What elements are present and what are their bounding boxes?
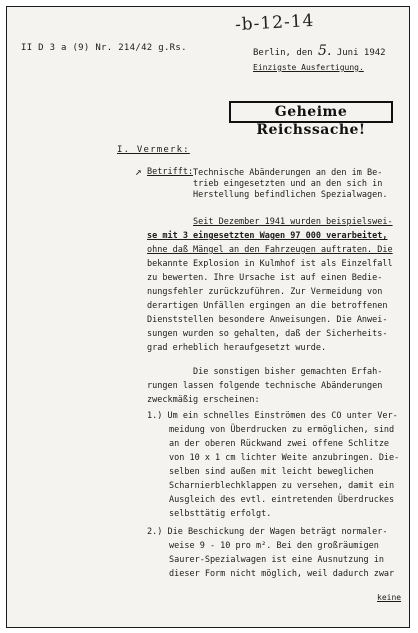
betrifft-line: Herstellung befindlichen Spezialwagen. [193,190,388,200]
margin-arrow-icon: ↗ [135,165,142,178]
point1-line: meidung von Überdrucken zu ermöglichen, sind [169,425,395,435]
place-suffix: Juni 1942 [336,48,386,58]
body-line: derartigen Unfällen ergingen an die betroffenen [147,301,388,311]
document-page [6,6,410,628]
reference-number: II D 3 a (9) Nr. 214/42 g.Rs. [21,43,187,53]
body-line: Seit Dezember 1941 wurden beispielswei- [193,217,393,227]
intro-line: rungen lassen folgende technische Abänderungen [147,381,383,391]
place-prefix: Berlin, den [253,48,313,58]
body-line: zu bewerten. Ihre Ursache ist auf einen Bedie- [147,273,383,283]
betrifft-line: Technische Abänderungen an den im Be- [193,168,383,178]
secret-stamp: Geheime Reichssache! [229,101,393,123]
point1-line: an der oberen Rückwand zwei offene Schlitze [169,439,390,449]
section-heading-text: I. Vermerk: [117,145,190,155]
point1-line: von 10 x 1 cm lichter Weite anzubringen. Die- [169,453,400,463]
section-heading [117,145,190,155]
handwritten-day: 5. [318,43,332,59]
body-line: nungsfehler zurückzuführen. Zur Vermeidung von [147,287,383,297]
point1-line: Scharnierblechklappen zu versehen, damit ein [169,481,395,491]
point1-line: selbsttätig erfolgt. [169,509,272,519]
point1-line: 1.) Um ein schnelles Einströmen des CO unter Ver- [147,411,398,421]
handwritten-page-number: -b-12-14 [234,10,315,36]
point1-line: selben sind außen mit leicht beweglichen [169,467,374,477]
intro-line: Die sonstigen bisher gemachten Erfah- [193,367,383,377]
body-line: bekannte Explosion in Kulmhof ist als Einzelfall [147,259,393,269]
betrifft-label: Betrifft: [147,167,194,177]
body-line: grad erheblich heraufgesetzt wurde. [147,343,327,353]
body-line: sungen wurden so gehalten, daß der Sicherheits- [147,329,388,339]
body-line: se mit 3 eingesetzten Wagen 97 000 verarbeitet, [147,231,388,241]
copy-note: Einzigste Ausfertigung. [253,63,364,72]
point1-line: Ausgleich des evtl. eintretenden Überdruckes [169,495,395,505]
point2-line: weise 9 - 10 pro m². Bei den großräumigen [169,541,379,551]
point2-line: dieser Form nicht möglich, weil dadurch zwar [169,569,395,579]
point2-line: Saurer-Spezialwagen ist eine Ausnutzung in [169,555,384,565]
continuation-word: keine [377,593,402,602]
point2-line: 2.) Die Beschickung der Wagen beträgt normaler- [147,527,388,537]
place-date [253,43,386,59]
betrifft-line: trieb eingesetzten und an den sich in [193,179,383,189]
body-line: ohne daß Mängel an den Fahrzeugen auftraten. Die [147,245,393,255]
body-line: Dienststellen besondere Anweisungen. Die Anwei- [147,315,388,325]
intro-line: zweckmäßig erscheinen: [147,395,260,405]
